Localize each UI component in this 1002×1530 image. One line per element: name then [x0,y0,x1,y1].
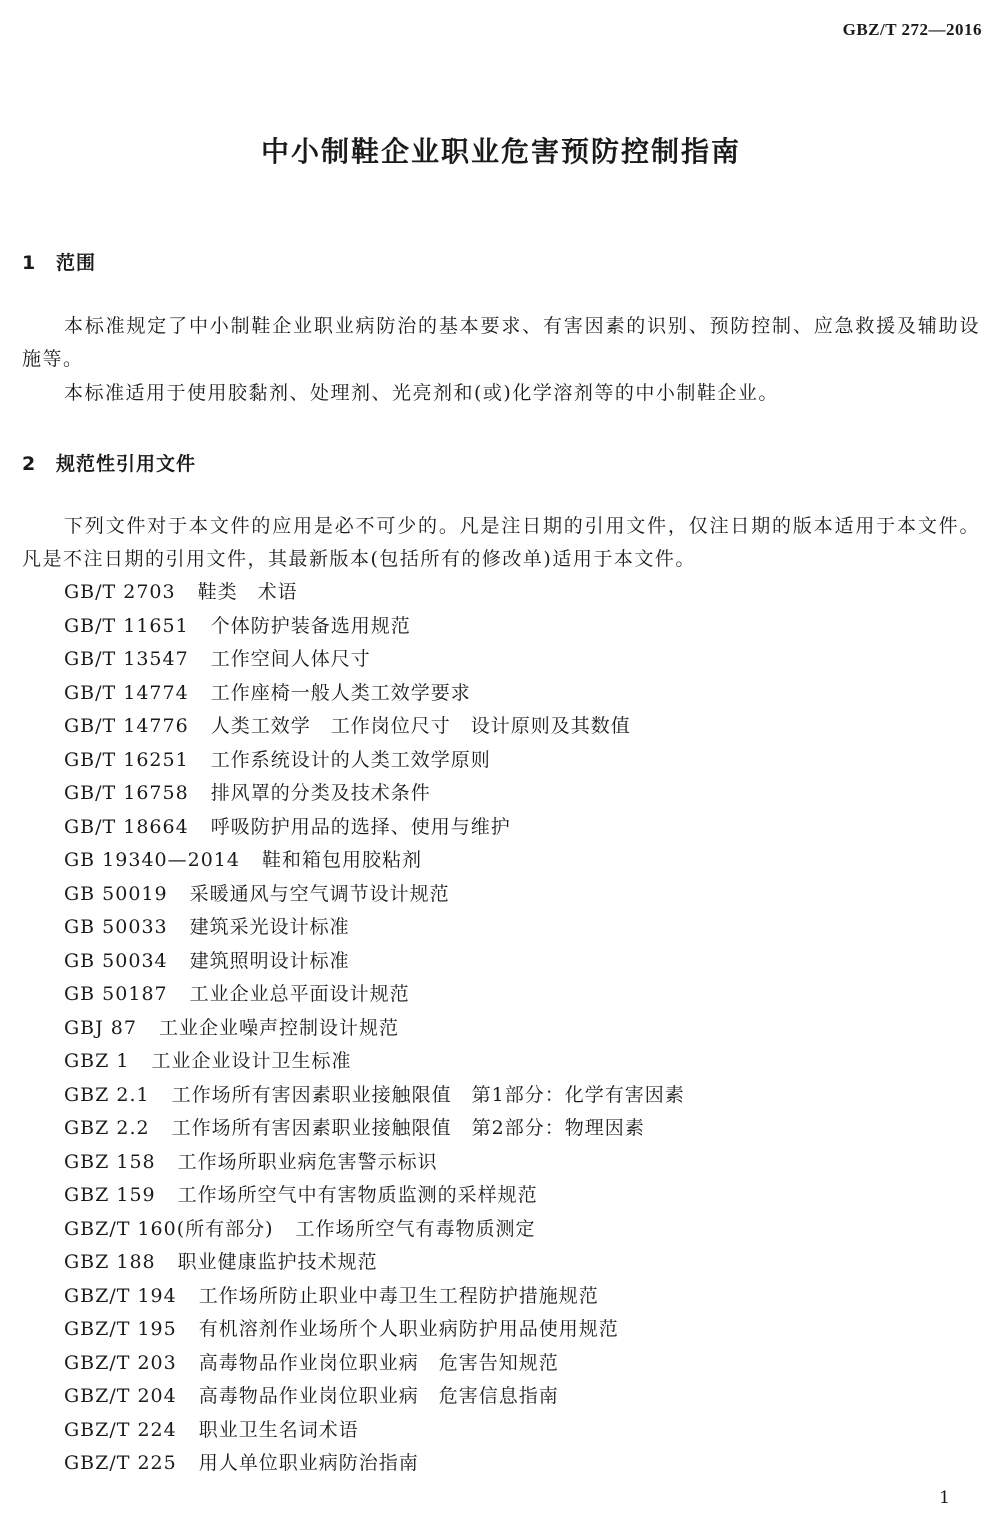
reference-code: GBZ/T 195 [64,1318,177,1340]
reference-item [64,677,685,711]
normative-references-list [64,576,685,1481]
reference-item [64,1213,685,1247]
reference-title: 工作场所职业病危害警示标识 [177,1150,438,1173]
reference-title: 工作场所防止职业中毒卫生工程防护措施规范 [198,1284,599,1307]
reference-item [64,1380,685,1414]
reference-title: 高毒物品作业岗位职业病 危害告知规范 [198,1351,559,1374]
reference-code: GB 19340—2014 [64,849,240,871]
reference-title: 工作场所有害因素职业接触限值 第1部分：化学有害因素 [171,1083,685,1106]
reference-item [64,1012,685,1046]
reference-item [64,1414,685,1448]
reference-title: 用人单位职业病防治指南 [198,1452,419,1474]
reference-item [64,576,685,610]
reference-title: 工业企业设计卫生标准 [151,1050,352,1072]
reference-title: 职业卫生名词术语 [198,1418,359,1441]
reference-title: 有机溶剂作业场所个人职业病防护用品使用规范 [198,1318,619,1340]
reference-item [64,710,685,744]
reference-title: 工作空间人体尺寸 [210,648,371,670]
reference-item [64,945,685,979]
reference-title: 职业健康监护技术规范 [177,1251,378,1273]
section-title: 范围 [56,252,97,274]
reference-code: GBZ 158 [64,1150,156,1173]
reference-title: 高毒物品作业岗位职业病 危害信息指南 [198,1385,559,1407]
document-title: 中小制鞋企业职业危害预防控制指南 [260,135,741,168]
section-number: 1 [22,252,37,274]
scope-paragraph-2: 本标准适用于使用胶黏剂、处理剂、光亮剂和(或)化学溶剂等的中小制鞋企业。 [64,382,779,404]
reference-code: GBZ 188 [64,1251,156,1273]
page-number: 1 [939,1488,950,1508]
reference-code: GB 50187 [64,983,168,1005]
reference-code: GBZ 2.1 [64,1083,150,1106]
reference-title: 建筑照明设计标准 [189,949,350,972]
reference-code: GB/T 13547 [64,648,189,670]
reference-item [64,1045,685,1079]
section-2-heading [22,449,196,476]
reference-item [64,610,685,644]
reference-title: 工作场所有害因素职业接触限值 第2部分：物理因素 [171,1117,645,1139]
reference-code: GBZ/T 160(所有部分) [64,1217,274,1240]
section-1-heading [22,248,96,275]
reference-item [64,1280,685,1314]
reference-code: GB/T 11651 [64,614,189,637]
reference-item [64,878,685,912]
reference-item [64,1347,685,1381]
standard-code: GBZ/T 272—2016 [842,20,982,39]
reference-code: GB/T 2703 [64,581,176,603]
reference-title: 采暖通风与空气调节设计规范 [189,882,450,905]
reference-code: GB/T 18664 [64,815,189,838]
reference-code: GB 50033 [64,916,168,938]
scope-paragraph-1: 本标准规定了中小制鞋企业职业病防治的基本要求、有害因素的识别、预防控制、应急救援及辅助设施等。 [22,315,980,370]
section-number: 2 [22,453,37,475]
reference-title: 鞋和箱包用胶粘剂 [261,849,422,871]
reference-item [64,1179,685,1213]
reference-item [64,1246,685,1280]
reference-item [64,844,685,878]
reference-item [64,1447,685,1481]
reference-code: GB/T 16251 [64,748,189,771]
reference-code: GBZ/T 224 [64,1418,177,1441]
reference-title: 个体防护装备选用规范 [210,614,411,637]
reference-code: GBZ 2.2 [64,1117,150,1139]
reference-item [64,911,685,945]
reference-item [64,1313,685,1347]
reference-code: GB 50034 [64,949,168,972]
reference-item [64,643,685,677]
references-intro-paragraph: 下列文件对于本文件的应用是必不可少的。凡是注日期的引用文件，仅注日期的版本适用于本文件。凡是不注日期的引用文件，其最新版本(包括所有的修改单)适用于本文件。 [22,515,980,570]
reference-title: 工业企业总平面设计规范 [189,983,410,1005]
reference-item [64,811,685,845]
reference-code: GBZ/T 204 [64,1385,177,1407]
reference-code: GBZ 1 [64,1050,130,1072]
reference-item [64,744,685,778]
reference-item [64,1146,685,1180]
reference-title: 工作座椅一般人类工效学要求 [210,681,471,704]
reference-code: GBJ 87 [64,1016,137,1039]
reference-item [64,1079,685,1113]
reference-code: GBZ/T 203 [64,1351,177,1374]
reference-title: 工作场所空气有毒物质测定 [295,1217,536,1240]
reference-code: GB/T 14774 [64,681,189,704]
reference-title: 建筑采光设计标准 [189,916,350,938]
reference-title: 工作系统设计的人类工效学原则 [210,748,491,771]
reference-item [64,978,685,1012]
reference-title: 工业企业噪声控制设计规范 [158,1016,399,1039]
reference-code: GBZ/T 225 [64,1452,177,1474]
reference-code: GB/T 14776 [64,715,189,737]
reference-title: 排风罩的分类及技术条件 [210,782,431,804]
reference-item [64,1112,685,1146]
reference-title: 呼吸防护用品的选择、使用与维护 [210,815,511,838]
reference-code: GBZ 159 [64,1184,156,1206]
reference-title: 鞋类 术语 [197,581,298,603]
reference-item [64,777,685,811]
reference-code: GB 50019 [64,882,168,905]
section-title: 规范性引用文件 [56,453,197,475]
reference-code: GBZ/T 194 [64,1284,177,1307]
reference-code: GB/T 16758 [64,782,189,804]
reference-title: 工作场所空气中有害物质监测的采样规范 [177,1184,538,1206]
reference-title: 人类工效学 工作岗位尺寸 设计原则及其数值 [210,715,631,737]
